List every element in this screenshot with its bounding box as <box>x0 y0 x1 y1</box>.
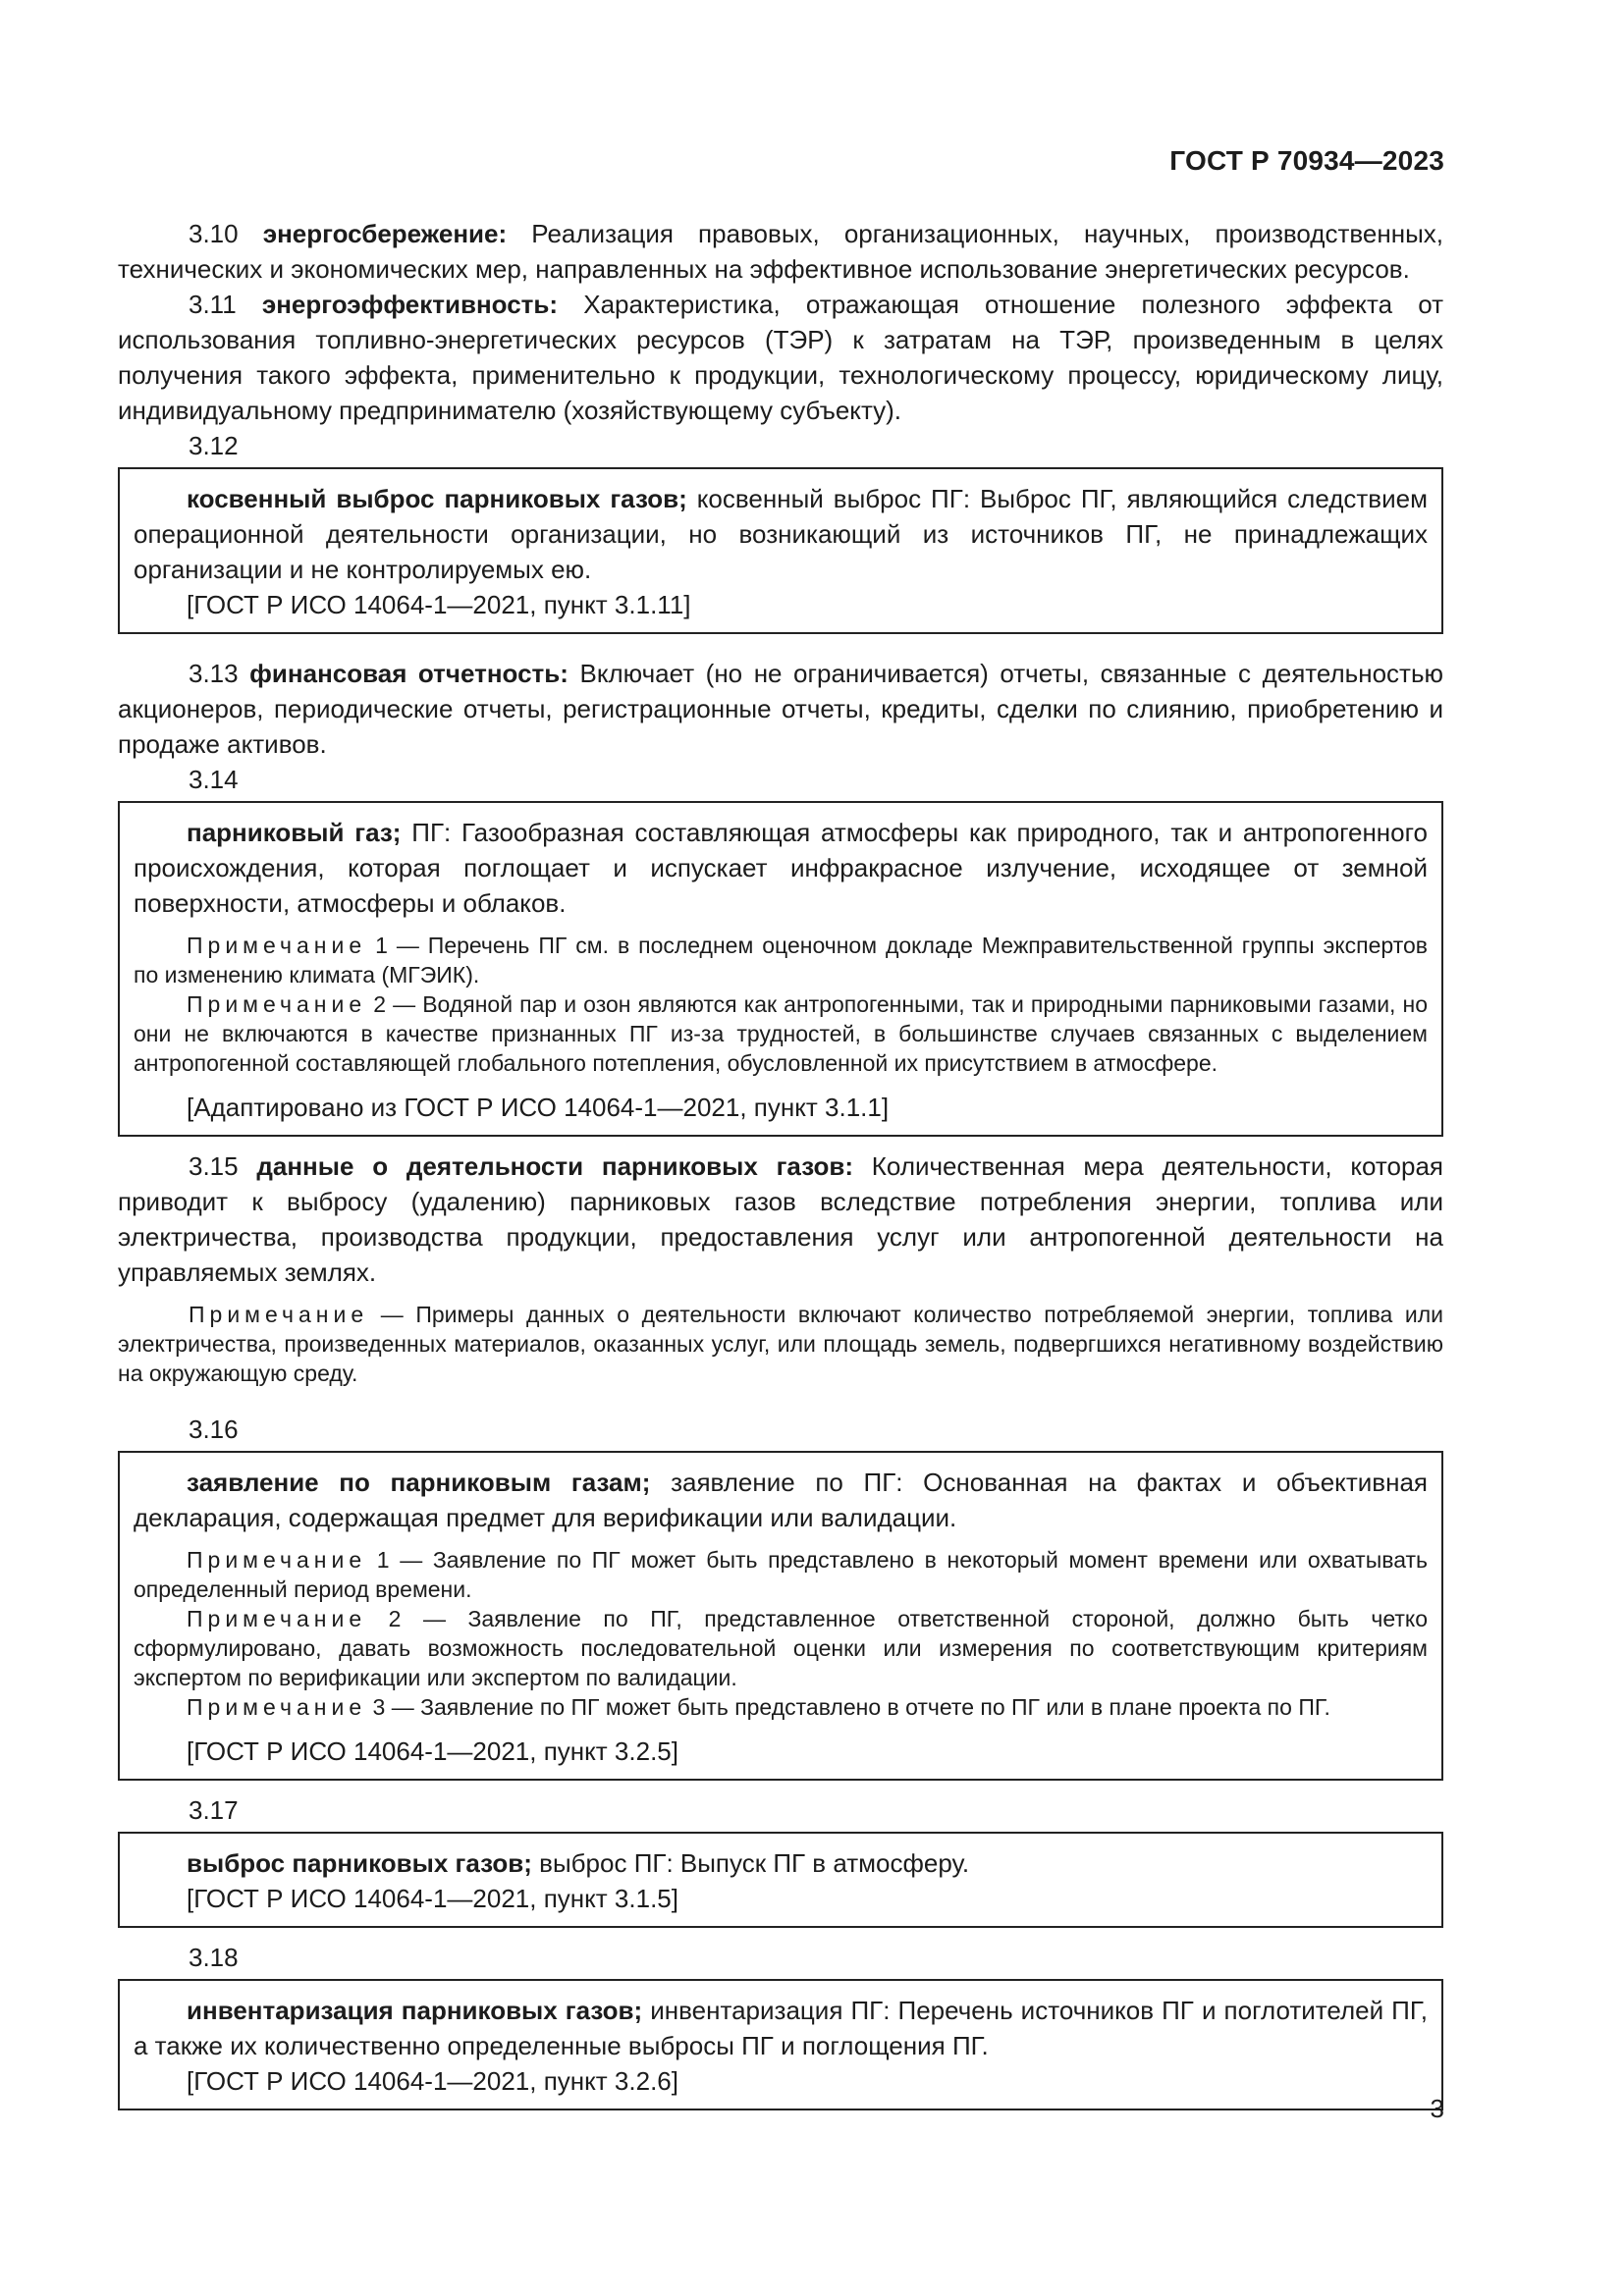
note-number: 3 <box>372 1694 386 1720</box>
entry-term: косвенный выброс парниковых газов; <box>187 484 687 513</box>
notes <box>134 931 1428 1078</box>
note-text: — Водяной пар и озон являются как антропогенными, так и природными парниковыми газами, но они не включаются в качестве признанных ПГ из-за трудностей, в большинстве случаев связанных с выделением антропогенной составляющей глобального потепления, обусловленной их присутствием в атмосфере. <box>134 991 1429 1076</box>
definition-text <box>134 1465 1428 1535</box>
source-reference: [ГОСТ Р ИСО 14064-1—2021, пункт 3.2.6] <box>187 2066 678 2096</box>
note-text: — Заявление по ПГ может быть представлено в некоторый момент времени или охватывать определенный период времени. <box>134 1547 1429 1602</box>
entry-term: энергосбережение: <box>262 219 508 248</box>
note-text: — Примеры данных о деятельности включают количество потребляемой энергии, топлива или электричества, произведенных материалов, оказанных услуг, или площадь земель, подвергшихся негативному воздействию на окружающую среду. <box>118 1302 1444 1386</box>
entry-text: ПГ: Газообразная составляющая атмосферы как природного, так и антропогенного происхождения, которая поглощает и испускает инфракрасное излучение, исходящее от земной поверхности, атмосферы и облаков. <box>134 818 1428 918</box>
note-text: — Заявление по ПГ может быть представлено в отчете по ПГ или в плане проекта по ПГ. <box>391 1694 1330 1720</box>
entry-text: заявление по ПГ: Основанная на фактах и объективная декларация, содержащая предмет для верификации или валидации. <box>134 1468 1428 1532</box>
entry-text: Характеристика, отражающая отношение полезного эффекта от использования топливно-энергетических ресурсов (ТЭР) к затратам на ТЭР, произведенным в целях получения такого эффекта, применительно к продукции, технологическому процессу, юридическому лицу, индивидуальному предпринимателю (хозяйствующему субъекту). <box>118 290 1444 425</box>
note-2 <box>134 989 1428 1078</box>
entry-number: 3.17 <box>189 1795 239 1825</box>
definition-box-3-14 <box>118 801 1443 1137</box>
entry-term: парниковый газ; <box>187 818 402 847</box>
note-label: Примечание <box>187 1606 367 1631</box>
entry-number: 3.15 <box>189 1151 239 1181</box>
entry-number: 3.14 <box>189 765 239 794</box>
definition-box-3-17 <box>118 1832 1443 1928</box>
definition-box-3-16 <box>118 1451 1443 1781</box>
definition-box-3-18 <box>118 1979 1443 2110</box>
note-label: Примечание <box>187 933 367 958</box>
entry-number: 3.13 <box>189 659 239 688</box>
note-number: 2 <box>373 991 387 1017</box>
note-2 <box>134 1604 1428 1692</box>
entry-number: 3.10 <box>189 219 239 248</box>
source-reference: [ГОСТ Р ИСО 14064-1—2021, пункт 3.1.11] <box>187 590 691 619</box>
entry-term: данные о деятельности парниковых газов: <box>256 1151 853 1181</box>
source-reference: [ГОСТ Р ИСО 14064-1—2021, пункт 3.2.5] <box>187 1736 678 1766</box>
entry-text: Количественная мера деятельности, которая приводит к выбросу (удалению) парниковых газов вследствие потребления энергии, топлива или электричества, производства продукции, предоставления услуг или антропогенной деятельности на управляемых землях. <box>118 1151 1443 1287</box>
note-3 <box>134 1692 1428 1722</box>
definition-text <box>134 481 1428 587</box>
entry-text: Включает (но не ограничивается) отчеты, связанные с деятельностью акционеров, периодические отчеты, регистрационные отчеты, кредиты, сделки по слиянию, приобретению и продаже активов. <box>118 659 1444 759</box>
page-number: 3 <box>1430 2094 1444 2123</box>
entry-3-13 <box>118 656 1443 762</box>
definition-box-3-12 <box>118 467 1443 634</box>
entry-term: энергоэффективность: <box>261 290 559 319</box>
source-reference: [ГОСТ Р ИСО 14064-1—2021, пункт 3.1.5] <box>187 1884 678 1913</box>
entry-text: Реализация правовых, организационных, научных, производственных, технических и экономических мер, направленных на эффективное использование энергетических ресурсов. <box>118 219 1443 284</box>
entry-3-11 <box>118 287 1443 428</box>
entry-text: косвенный выброс ПГ: Выброс ПГ, являющийся следствием операционной деятельности организации, но возникающий из источников ПГ, не принадлежащих организации и не контролируемых ею. <box>134 484 1428 584</box>
definition-text <box>134 1845 1428 1881</box>
source-reference: [Адаптировано из ГОСТ Р ИСО 14064-1—2021, пункт 3.1.1] <box>187 1093 890 1122</box>
note-label: Примечание <box>187 991 367 1017</box>
document-body <box>118 216 1443 2122</box>
document-code: ГОСТ Р 70934—2023 <box>1169 145 1444 176</box>
note-number: 1 <box>375 933 388 958</box>
entry-text: инвентаризация ПГ: Перечень источников ПГ и поглотителей ПГ, а также их количественно определенные выбросы ПГ и поглощения ПГ. <box>134 1996 1428 2060</box>
entry-number: 3.11 <box>189 290 237 319</box>
entry-term: финансовая отчетность: <box>249 659 568 688</box>
note-text: — Перечень ПГ см. в последнем оценочном докладе Межправительственной группы экспертов по изменению климата (МГЭИК). <box>134 933 1428 988</box>
entry-3-10 <box>118 216 1443 287</box>
note-1 <box>134 931 1428 989</box>
entry-number: 3.12 <box>189 431 239 460</box>
note-label: Примечание <box>189 1302 369 1327</box>
notes <box>134 1545 1428 1722</box>
note-1 <box>134 1545 1428 1604</box>
entry-term: инвентаризация парниковых газов; <box>187 1996 643 2025</box>
note-number: 2 <box>388 1606 402 1631</box>
note <box>118 1300 1443 1388</box>
definition-text <box>134 1993 1428 2063</box>
entry-number: 3.16 <box>189 1415 239 1444</box>
note-label: Примечание <box>187 1694 367 1720</box>
entry-3-15 <box>118 1148 1443 1290</box>
note-number: 1 <box>376 1547 390 1573</box>
entry-text: выброс ПГ: Выпуск ПГ в атмосферу. <box>539 1848 970 1878</box>
entry-number: 3.18 <box>189 1943 239 1972</box>
entry-term: выброс парниковых газов; <box>187 1848 532 1878</box>
definition-text <box>134 815 1428 921</box>
note-text: — Заявление по ПГ, представленное ответственной стороной, должно быть четко сформулировано, давать возможность последовательной оценки или измерения по соответствующим критериям экспертом по верификации или экспертом по валидации. <box>134 1606 1429 1690</box>
entry-term: заявление по парниковым газам; <box>187 1468 651 1497</box>
note-label: Примечание <box>187 1547 367 1573</box>
